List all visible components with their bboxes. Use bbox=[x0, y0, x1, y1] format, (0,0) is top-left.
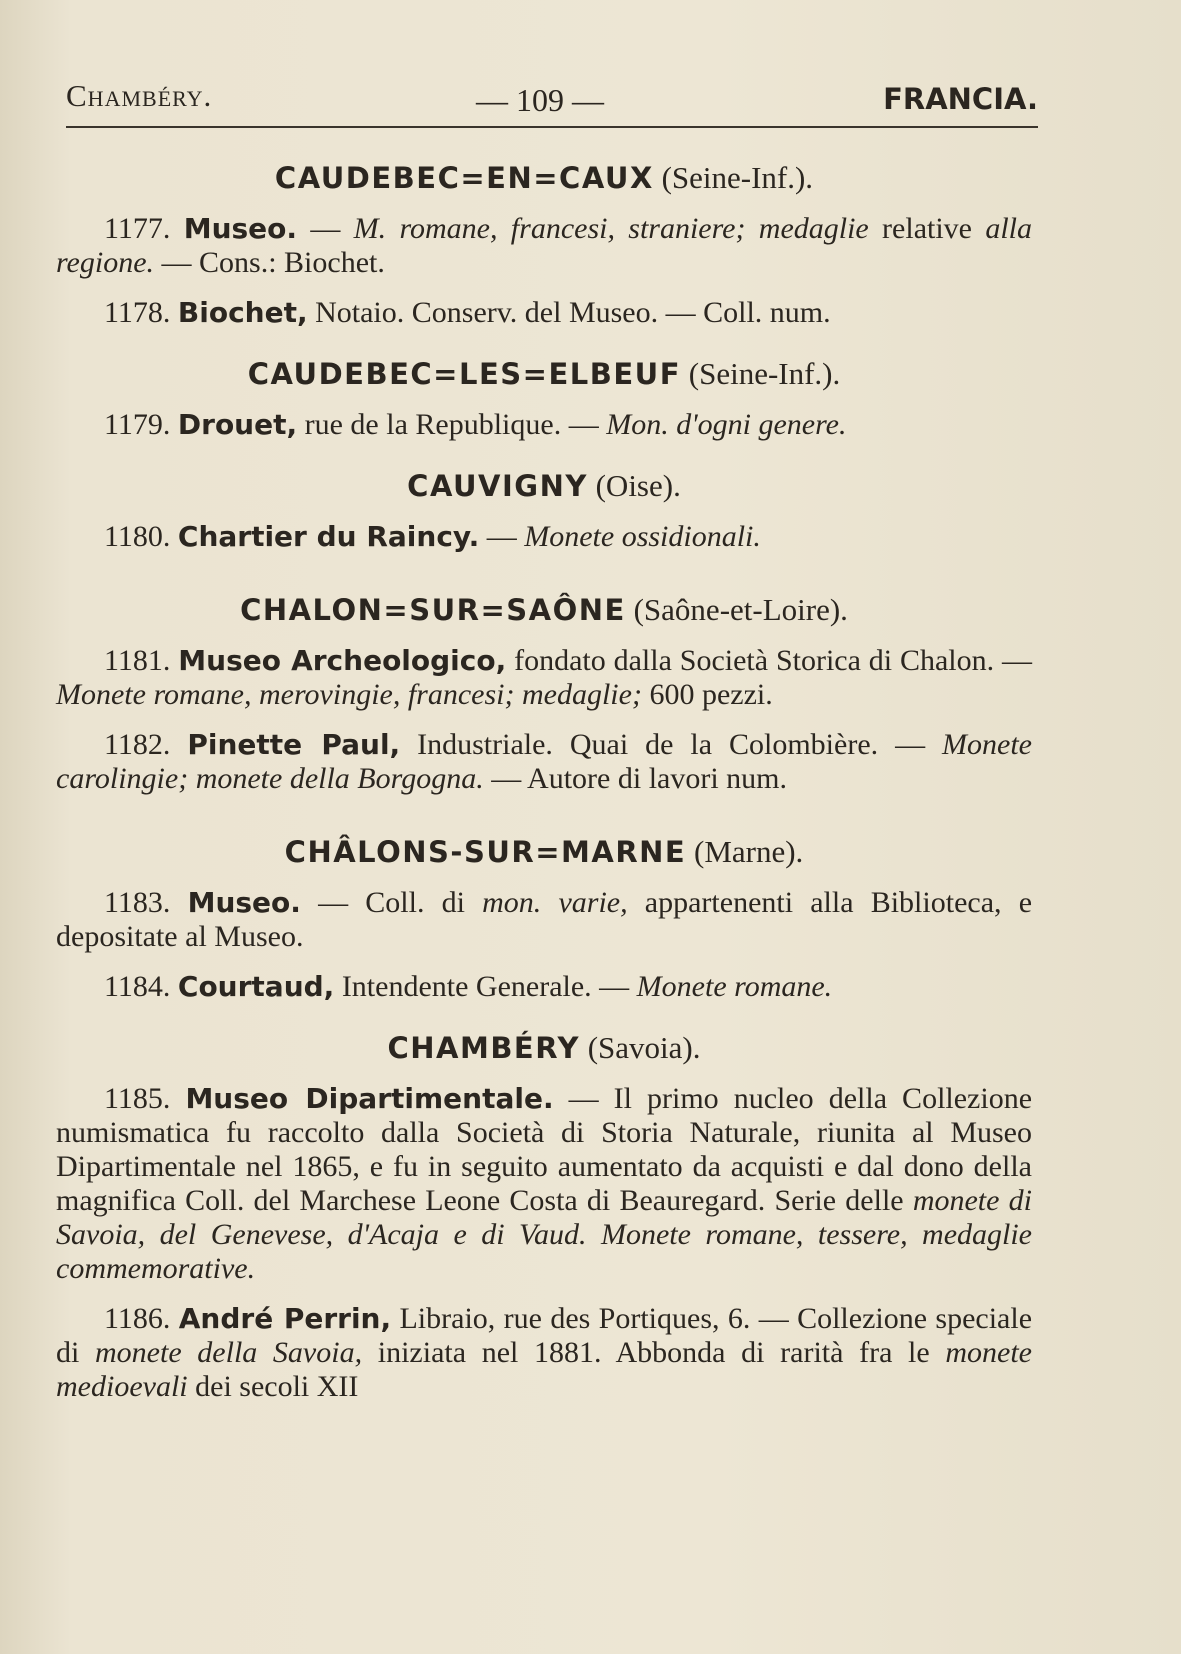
entry-number: 1186. bbox=[104, 1302, 171, 1335]
entry-name: Museo. bbox=[187, 886, 301, 919]
entry-text: Intendente Generale. — bbox=[334, 970, 637, 1003]
entry-name: Museo. bbox=[183, 212, 298, 245]
entry-text: Industriale. Quai de la Colombière. — bbox=[400, 728, 943, 761]
entry bbox=[56, 212, 1032, 280]
place-name: CAUVIGNY bbox=[407, 469, 588, 503]
entry-name: Chartier du Raincy. bbox=[177, 520, 480, 553]
entry-italic: alla regione. bbox=[56, 212, 1032, 279]
section-heading bbox=[56, 158, 1032, 198]
region-name: (Savoia). bbox=[587, 1030, 701, 1065]
entry-text: fondato dalla Società Storica di Chalon. — bbox=[506, 644, 1033, 677]
entry-number: 1177. bbox=[104, 212, 171, 245]
entry-text: — bbox=[479, 520, 525, 553]
entry-number: 1182. bbox=[104, 728, 171, 761]
place-name: CHALON=SUR=SAÔNE bbox=[240, 593, 626, 627]
entry-number: 1184. bbox=[104, 970, 171, 1003]
entry-name: Biochet, bbox=[177, 296, 308, 329]
entry-italic: M. romane, francesi, straniere; medaglie bbox=[353, 212, 869, 245]
entry bbox=[56, 1082, 1032, 1286]
entry-text: — Cons.: Biochet. bbox=[154, 246, 385, 279]
entry-number: 1180. bbox=[104, 520, 171, 553]
entry-text: appartenenti alla Biblioteca, e depositate al Museo. bbox=[56, 886, 1033, 953]
entry-italic: Monete ossidionali. bbox=[524, 520, 761, 553]
entry-text: — Il primo nucleo della Collezione numismatica fu raccolto dalla Società di Storia Naturale, riunita al Museo Dipartimentale nel 1865, e fu in seguito aumentato da acquisti e dal dono della magnifica Coll. del Marchese Leone Costa di Beauregard. Serie delle bbox=[56, 1082, 1033, 1217]
entry-text: — Coll. di bbox=[300, 886, 483, 919]
entry-italic: Mon. d'ogni genere. bbox=[606, 408, 847, 441]
entry bbox=[56, 728, 1032, 796]
section-heading bbox=[56, 832, 1032, 872]
entry-italic: Monete carolingie; monete della Borgogna. bbox=[56, 728, 1032, 795]
entry-number: 1178. bbox=[104, 296, 171, 329]
entry-text: relative bbox=[868, 212, 986, 245]
entry-text: Notaio. Conserv. del Museo. — Coll. num. bbox=[307, 296, 831, 329]
entry-italic: mon. varie, bbox=[482, 886, 628, 919]
entry-text: rue de la Republique. — bbox=[297, 408, 607, 441]
section-heading bbox=[56, 590, 1032, 630]
entry-number: 1185. bbox=[104, 1082, 171, 1115]
entry-italic: monete medioevali bbox=[56, 1336, 1032, 1403]
entry-italic: monete della Savoia, bbox=[95, 1336, 363, 1369]
page-number: — 109 — bbox=[476, 82, 604, 118]
entry-text: Libraio, rue des Portiques, 6. — Collezione speciale di bbox=[56, 1302, 1033, 1369]
entry-name: Museo Archeologico, bbox=[178, 644, 507, 677]
entry bbox=[56, 886, 1032, 954]
entry-text: — Autore di lavori num. bbox=[483, 762, 787, 795]
entry-text: 600 pezzi. bbox=[641, 678, 773, 711]
region-name: (Oise). bbox=[595, 468, 681, 503]
entry-italic: monete di Savoia, del Genevese, d'Acaja e di Vaud. Monete romane, tessere, medaglie commemorative. bbox=[56, 1184, 1032, 1285]
entry-text: dei secoli XII bbox=[187, 1370, 359, 1403]
place-name: CHÂLONS-SUR=MARNE bbox=[284, 835, 687, 869]
region-name: (Marne). bbox=[694, 834, 804, 869]
entry-italic: Monete romane. bbox=[636, 970, 833, 1003]
region-name: (Seine-Inf.). bbox=[688, 356, 841, 391]
place-name: CAUDEBEC=EN=CAUX bbox=[274, 161, 654, 195]
entry-text: — bbox=[297, 212, 354, 245]
entry-number: 1181. bbox=[104, 644, 171, 677]
page-body bbox=[56, 158, 1032, 1404]
entry bbox=[56, 1302, 1032, 1404]
region-name: (Saône-et-Loire). bbox=[633, 592, 848, 627]
place-name: CAUDEBEC=LES=ELBEUF bbox=[247, 357, 682, 391]
section-heading bbox=[56, 466, 1032, 506]
entry bbox=[56, 970, 1032, 1004]
entry-number: 1179. bbox=[104, 408, 171, 441]
running-head-right: FRANCIA. bbox=[883, 82, 1038, 116]
entry-name: Pinette Paul, bbox=[187, 728, 401, 761]
entry bbox=[56, 408, 1032, 442]
entry-name: Museo Dipartimentale. bbox=[185, 1082, 554, 1115]
entry-italic: Monete romane, merovingie, francesi; medaglie; bbox=[56, 678, 642, 711]
entry bbox=[56, 520, 1032, 554]
entry-name: Courtaud, bbox=[177, 970, 335, 1003]
place-name: CHAMBÉRY bbox=[387, 1031, 580, 1065]
running-head-left: Chambéry. bbox=[66, 78, 213, 113]
running-head bbox=[66, 70, 1038, 128]
region-name: (Seine-Inf.). bbox=[661, 160, 814, 195]
section-heading bbox=[56, 354, 1032, 394]
section-heading bbox=[56, 1028, 1032, 1068]
entry bbox=[56, 296, 1032, 330]
entry-name: André Perrin, bbox=[178, 1302, 392, 1335]
entry-number: 1183. bbox=[104, 886, 171, 919]
entry-name: Drouet, bbox=[177, 408, 298, 441]
entry-text: iniziata nel 1881. Abbonda di rarità fra le bbox=[362, 1336, 946, 1369]
entry bbox=[56, 644, 1032, 712]
